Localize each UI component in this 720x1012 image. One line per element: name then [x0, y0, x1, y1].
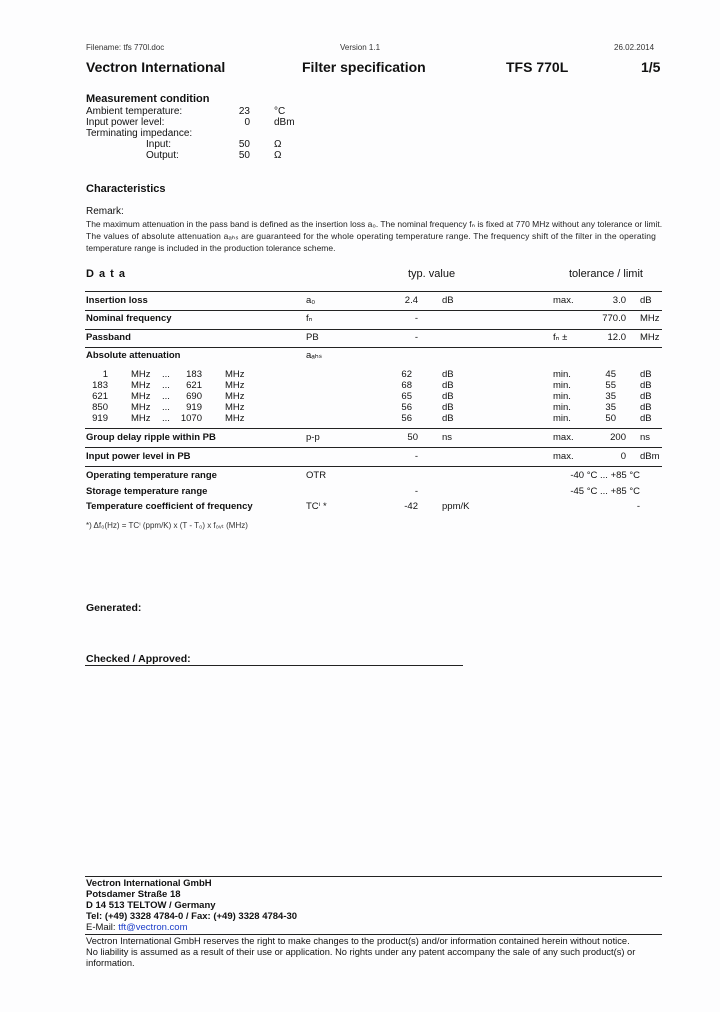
parameter-label: Passband [86, 332, 131, 343]
tolerance-prefix: max. [553, 432, 574, 443]
freq-start: 621 [92, 391, 108, 402]
disclaimer-line: information. [86, 958, 135, 968]
row-divider [85, 329, 662, 330]
filename: Filename: tfs 770l.doc [86, 43, 165, 52]
condition-value: 0 [244, 117, 250, 128]
ellipsis: ... [162, 402, 170, 413]
ellipsis: ... [162, 369, 170, 380]
attenuation-min: 35 [605, 402, 616, 413]
footnote: *) Δf₀(Hz) = TCⁱ (ppm/K) x (T - T₀) x f₀ᵥₜ (MHz) [86, 521, 248, 530]
remark-line: The values of absolute attenuation aₐₕₛ are guaranteed for the whole operating temperature range. The frequency shift of the filter in the operating [86, 231, 657, 241]
tolerance-unit: dB [640, 295, 652, 306]
typ-value: 50 [407, 432, 418, 443]
date: 26.02.2014 [614, 43, 655, 52]
remark-line: temperature range is included in the production tolerance scheme. [86, 243, 336, 253]
email-label: E-Mail: [86, 922, 119, 933]
tolerance-unit: dB [640, 413, 652, 424]
disclaimer-line: No liability is assumed as a result of their use or application. No rights under any patent accompany the sale of any such product(s) or [86, 947, 636, 957]
parameter-symbol: PB [306, 332, 319, 343]
footer-company: Vectron International GmbH [86, 878, 212, 889]
condition-label: Terminating impedance: [86, 128, 193, 139]
tolerance-unit: MHz [640, 332, 660, 343]
freq-unit: MHz [131, 380, 151, 391]
footer-phone: Tel: (+49) 3328 4784-0 / Fax: (+49) 3328 4784-30 [86, 911, 298, 922]
typ-unit: dB [442, 391, 454, 402]
condition-unit: dBm [274, 117, 295, 128]
parameter-symbol: fₙ [306, 313, 313, 324]
characteristics-title: Characteristics [86, 183, 166, 195]
freq-end: 690 [186, 391, 202, 402]
attenuation-min: 35 [605, 391, 616, 402]
row-divider [85, 447, 662, 448]
condition-label: Ambient temperature: [86, 106, 183, 117]
row-divider [85, 310, 662, 311]
tolerance-unit: dB [640, 380, 652, 391]
typ-value: - [414, 486, 418, 497]
typ-unit: dB [442, 380, 454, 391]
parameter-label: Nominal frequency [86, 313, 172, 324]
freq-unit: MHz [225, 413, 245, 424]
typ-unit: dB [442, 413, 454, 424]
freq-unit: MHz [131, 402, 151, 413]
tolerance-unit: MHz [640, 313, 660, 324]
row-divider [85, 428, 662, 429]
measurement-title: Measurement condition [86, 93, 210, 105]
checked-approved-label: Checked / Approved: [86, 653, 191, 665]
tolerance-unit: dBm [640, 451, 660, 462]
tolerance-value: 12.0 [607, 332, 626, 343]
attenuation-typ: 56 [401, 413, 412, 424]
range-value: -40 °C ... +85 °C [570, 470, 640, 481]
freq-unit: MHz [225, 402, 245, 413]
freq-end: 919 [186, 402, 202, 413]
freq-unit: MHz [225, 391, 245, 402]
parameter-symbol: a₀ [306, 295, 316, 306]
min-label: min. [553, 402, 571, 413]
freq-unit: MHz [225, 380, 245, 391]
typ-value: - [414, 313, 418, 324]
condition-label: Input power level: [86, 117, 165, 128]
footer-city: D 14 513 TELTOW / Germany [86, 900, 216, 911]
footer-street: Potsdamer Straße 18 [86, 889, 181, 900]
tolerance-value: 200 [610, 432, 626, 443]
generated-label: Generated: [86, 602, 142, 614]
tolerance-unit: ns [640, 432, 651, 443]
tolerance-prefix: fₙ ± [553, 332, 568, 343]
freq-unit: MHz [131, 413, 151, 424]
parameter-label: Group delay ripple within PB [86, 432, 216, 443]
tolerance-unit: dB [640, 369, 652, 380]
company-title: Vectron International [86, 59, 226, 75]
tolerance-header: tolerance / limit [569, 268, 643, 280]
attenuation-min: 55 [605, 380, 616, 391]
typ-value-header: typ. value [408, 268, 456, 280]
parameter-label: Insertion loss [86, 295, 148, 306]
doc-type: Filter specification [302, 59, 426, 75]
range-value: - [636, 501, 640, 512]
freq-unit: MHz [131, 369, 151, 380]
freq-end: 183 [186, 369, 202, 380]
parameter-symbol: OTR [306, 470, 327, 481]
range-value: -45 °C ... +85 °C [570, 486, 640, 497]
condition-unit: °C [274, 106, 286, 117]
tolerance-unit: dB [640, 402, 652, 413]
remark-line: The maximum attenuation in the pass band is defined as the insertion loss a₀. The nominal frequency fₙ is fixed at 770 MHz without any tolerance or limit. [86, 219, 663, 229]
typ-value: -42 [404, 501, 418, 512]
attenuation-min: 50 [605, 413, 616, 424]
row-divider [85, 466, 662, 467]
attenuation-typ: 68 [401, 380, 412, 391]
min-label: min. [553, 369, 571, 380]
remark-label: Remark: [86, 206, 124, 217]
tolerance-value: 0 [620, 451, 626, 462]
ellipsis: ... [162, 413, 170, 424]
condition-label: Output: [146, 150, 179, 161]
tolerance-prefix: max. [553, 451, 574, 462]
typ-unit: dB [442, 402, 454, 413]
page-number: 1/5 [641, 59, 661, 75]
condition-value: 23 [238, 106, 250, 117]
row-divider [85, 291, 662, 292]
typ-value: 2.4 [404, 295, 418, 306]
min-label: min. [553, 391, 571, 402]
condition-unit: Ω [274, 139, 282, 150]
condition-label: Input: [146, 139, 172, 150]
ellipsis: ... [162, 391, 170, 402]
tolerance-unit: dB [640, 391, 652, 402]
footer-divider [85, 934, 662, 935]
disclaimer-line: Vectron International GmbH reserves the right to make changes to the product(s) and/or information contained herein without notice. [86, 936, 630, 946]
freq-start: 183 [92, 380, 108, 391]
min-label: min. [553, 413, 571, 424]
typ-unit: ppm/K [442, 501, 470, 512]
parameter-label: Absolute attenuation [86, 350, 181, 361]
attenuation-typ: 62 [401, 369, 412, 380]
attenuation-min: 45 [605, 369, 616, 380]
freq-unit: MHz [225, 369, 245, 380]
version: Version 1.1 [340, 43, 381, 52]
freq-start: 850 [92, 402, 108, 413]
freq-start: 919 [92, 413, 108, 424]
parameter-label: Operating temperature range [86, 470, 217, 481]
tolerance-value: 770.0 [602, 313, 626, 324]
parameter-label: Input power level in PB [86, 451, 191, 462]
parameter-symbol: aₐₕₛ [306, 350, 323, 361]
signature-line [85, 665, 463, 666]
condition-unit: Ω [274, 150, 282, 161]
condition-value: 50 [238, 150, 250, 161]
min-label: min. [553, 380, 571, 391]
parameter-symbol: TCⁱ * [306, 501, 327, 512]
attenuation-typ: 65 [401, 391, 412, 402]
typ-unit: dB [442, 295, 454, 306]
typ-unit: ns [442, 432, 453, 443]
freq-start: 1 [102, 369, 108, 380]
attenuation-typ: 56 [401, 402, 412, 413]
typ-value: - [414, 451, 418, 462]
row-divider [85, 347, 662, 348]
ellipsis: ... [162, 380, 170, 391]
freq-unit: MHz [131, 391, 151, 402]
footer-divider [85, 876, 662, 877]
parameter-label: Storage temperature range [86, 486, 208, 497]
freq-end: 621 [186, 380, 202, 391]
typ-value: - [414, 332, 418, 343]
freq-end: 1070 [180, 413, 202, 424]
condition-value: 50 [238, 139, 250, 150]
parameter-symbol: p-p [306, 432, 320, 443]
tolerance-prefix: max. [553, 295, 574, 306]
tolerance-value: 3.0 [612, 295, 626, 306]
part-number: TFS 770L [506, 59, 569, 75]
parameter-label: Temperature coefficient of frequency [86, 501, 253, 512]
data-title: D a t a [86, 268, 127, 280]
typ-unit: dB [442, 369, 454, 380]
email-link[interactable]: tft@vectron.com [118, 922, 188, 933]
